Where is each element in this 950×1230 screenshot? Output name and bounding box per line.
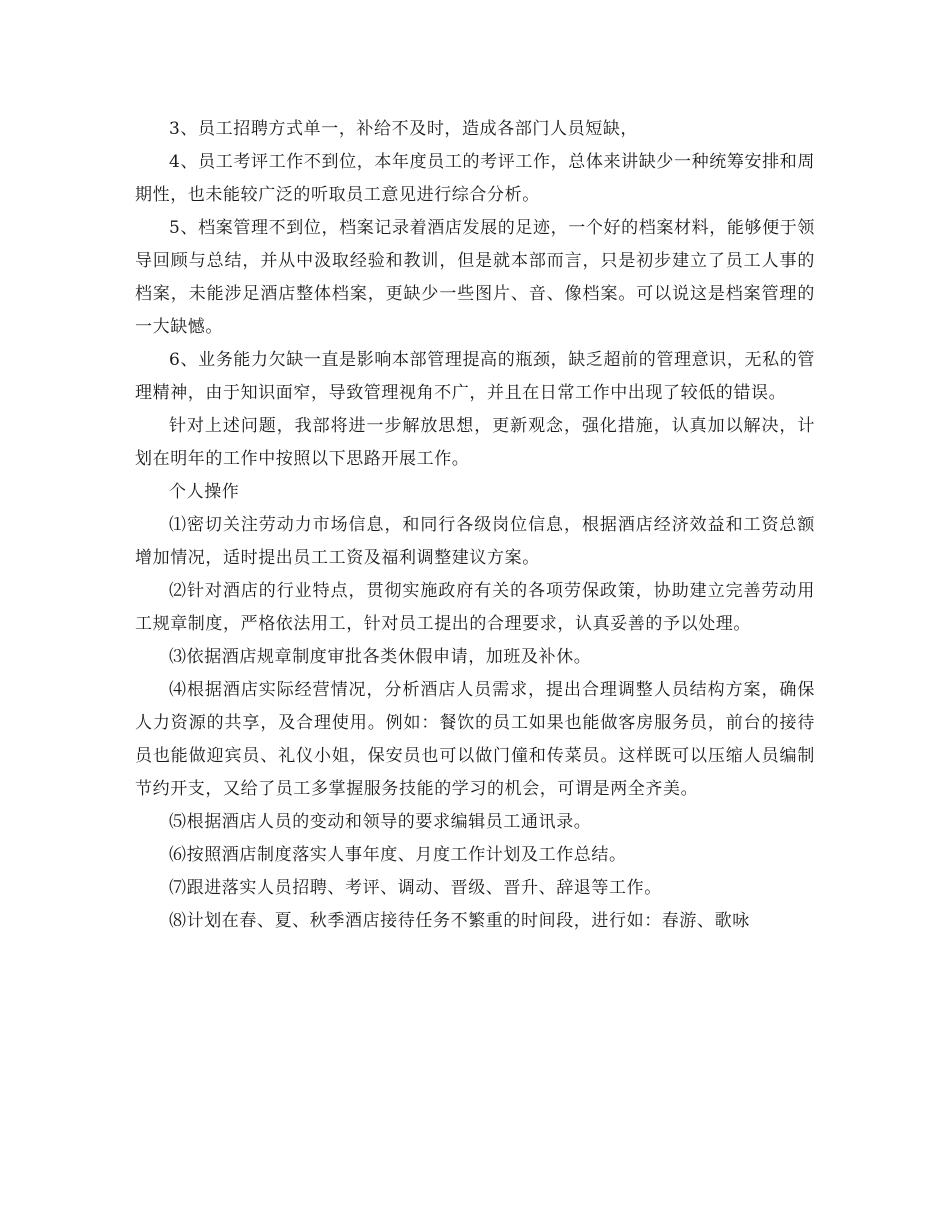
section-heading-personal-operation: 个人操作 [169,482,240,502]
list-item-3: ⑶依据酒店规章制度审批各类休假申请，加班及补休。 [169,647,592,667]
paragraph-item-5: 5、档案管理不到位，档案记录着酒店发展的足迹，一个好的档案材料，能够便于领导回顾与总结，并从中汲取经验和教训，但是就本部而言，只是初步建立了员工人事的档案，未能涉足酒店整体档案，更缺少一些图片、音、像档案。可以说这是档案管理的一大缺憾。 [135,218,815,337]
list-item-2: ⑵针对酒店的行业特点，贯彻实施政府有关的各项劳保政策，协助建立完善劳动用工规章制度，严格依法用工，针对员工提出的合理要求，认真妥善的予以处理。 [135,581,815,634]
list-item-7: ⑺跟进落实人员招聘、考评、调动、晋级、晋升、辞退等工作。 [169,878,662,898]
document-body [135,113,815,938]
list-item-4: ⑷根据酒店实际经营情况，分析酒店人员需求，提出合理调整人员结构方案，确保人力资源的共享，及合理使用。例如：餐饮的员工如果也能做客房服务员，前台的接待员也能做迎宾员、礼仪小姐，保安员也可以做门僮和传菜员。这样既可以压缩人员编制节约开支，又给了员工多掌握服务技能的学习的机会，可谓是两全齐美。 [135,680,815,799]
paragraph-item-3: 3、员工招聘方式单一，补给不及时，造成各部门人员短缺， [169,119,639,139]
paragraph-item-6: 6、业务能力欠缺一直是影响本部管理提高的瓶颈，缺乏超前的管理意识，无私的管理精神，由于知识面窄，导致管理视角不广，并且在日常工作中出现了较低的错误。 [135,350,815,403]
list-item-5: ⑸根据酒店人员的变动和领导的要求编辑员工通讯录。 [169,812,592,832]
paragraph-item-4: 4、员工考评工作不到位，本年度员工的考评工作，总体来讲缺少一种统筹安排和周期性，也未能较广泛的听取员工意见进行综合分析。 [135,152,815,205]
list-item-6: ⑹按照酒店制度落实人事年度、月度工作计划及工作总结。 [169,845,627,865]
list-item-1: ⑴密切关注劳动力市场信息，和同行各级岗位信息，根据酒店经济效益和工资总额增加情况，适时提出员工工资及福利调整建议方案。 [135,515,815,568]
list-item-8: ⑻计划在春、夏、秋季酒店接待任务不繁重的时间段，进行如：春游、歌咏 [169,911,750,931]
paragraph-plan-intro: 针对上述问题，我部将进一步解放思想，更新观念，强化措施，认真加以解决，计划在明年的工作中按照以下思路开展工作。 [135,416,815,469]
